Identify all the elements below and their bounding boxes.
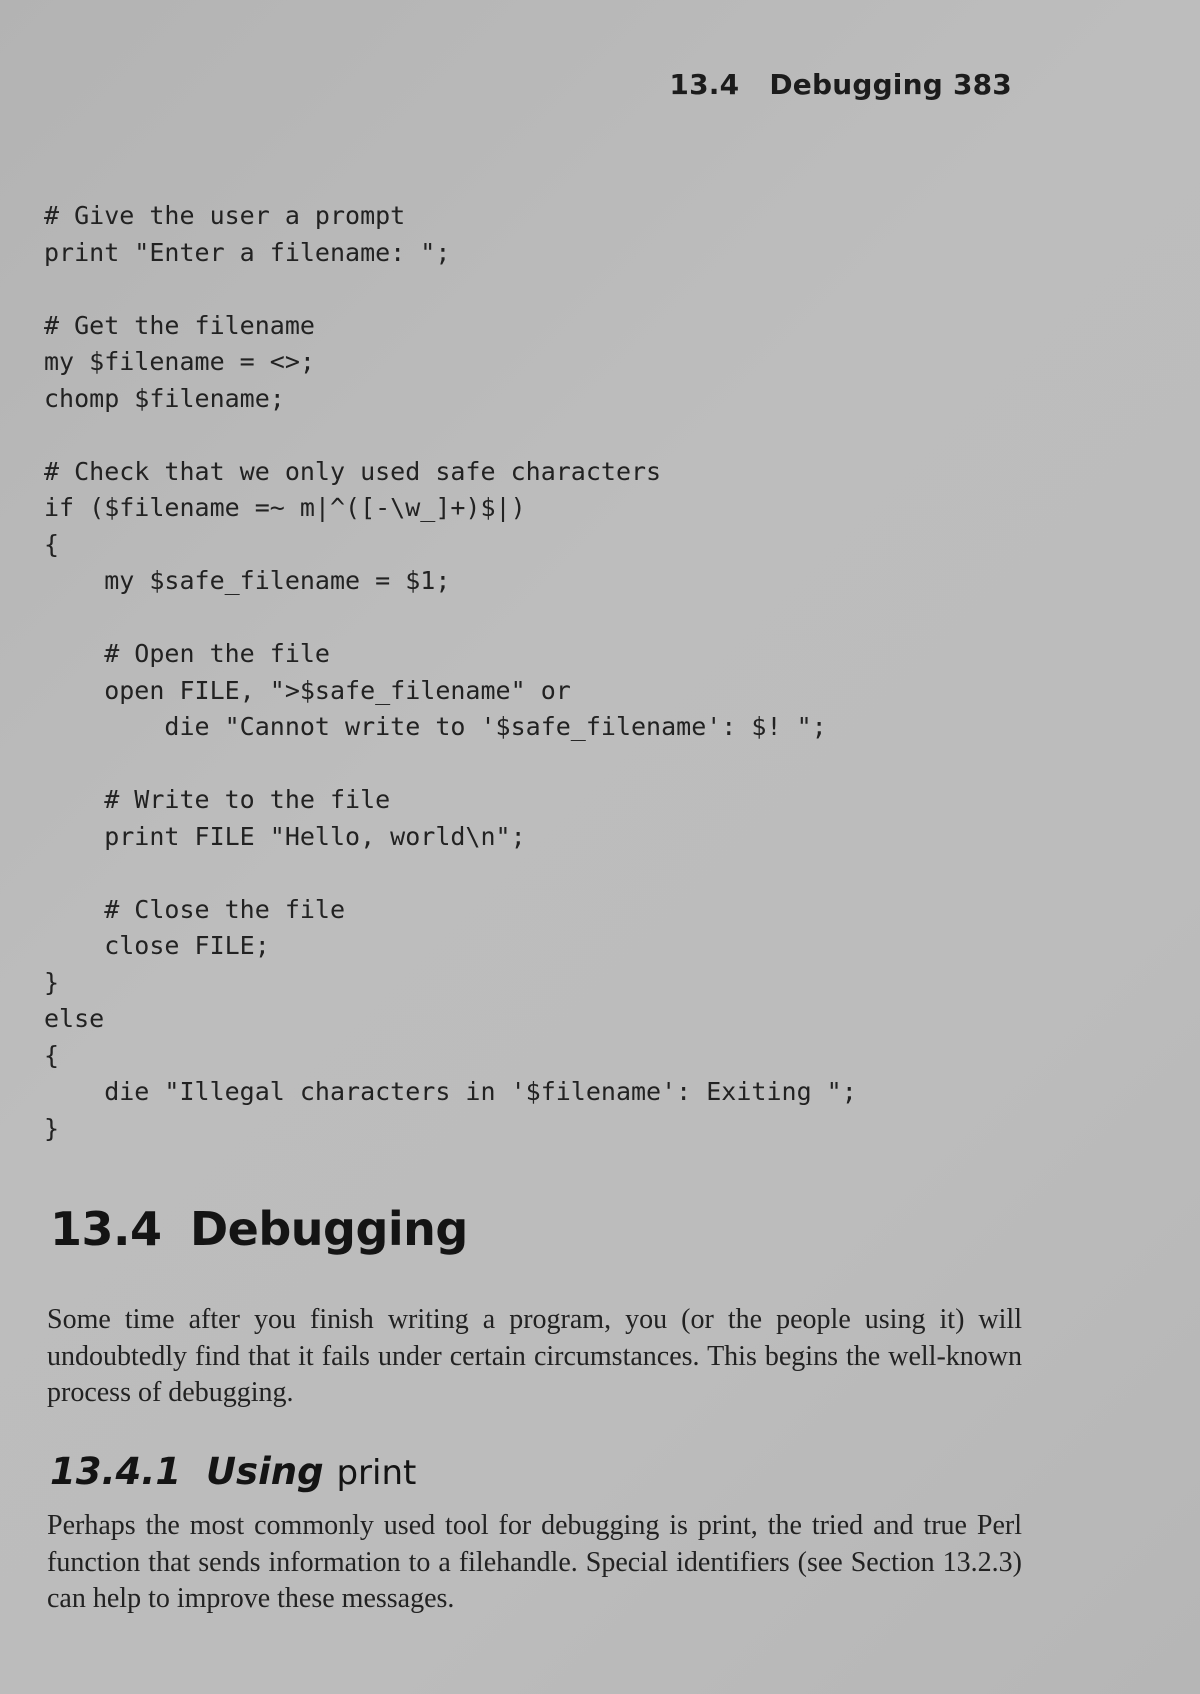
code-line: # Check that we only used safe characters <box>44 456 662 486</box>
code-line: } <box>44 1113 60 1143</box>
code-line: # Write to the file <box>44 785 391 814</box>
code-line <box>44 417 857 454</box>
code-line: # Get the filename <box>44 310 315 340</box>
subsection-heading <box>50 1450 416 1493</box>
code-line: print "Enter a filename: "; <box>44 237 451 267</box>
code-line: my $filename = <>; <box>44 347 315 376</box>
code-line: die "Illegal characters in '$filename': Exiting "; <box>44 1077 857 1106</box>
code-line: die "Cannot write to '$safe_filename': $! "; <box>44 712 827 741</box>
header-title: Debugging <box>769 68 943 101</box>
subsection-number: 13.4.1 <box>50 1450 182 1493</box>
code-line: { <box>44 529 60 559</box>
subsection-paragraph: Perhaps the most commonly used tool for debugging is print, the tried and true Perl function that sends information to a filehandle. Special identifiers (see Section 13.2.3) can help to improve these messages. <box>47 1510 1022 1614</box>
code-line: # Give the user a prompt <box>44 201 406 230</box>
code-line: # Open the file <box>44 639 330 668</box>
code-line: chomp $filename; <box>44 383 285 413</box>
code-line: my $safe_filename = $1; <box>44 566 451 595</box>
code-listing <box>44 198 857 1147</box>
subsection-title-code: print <box>336 1453 417 1493</box>
header-section-number: 13.4 <box>669 68 740 101</box>
page-number: 383 <box>952 68 1012 101</box>
code-line: close FILE; <box>44 931 270 960</box>
running-header <box>560 68 1012 101</box>
section-number: 13.4 <box>50 1202 162 1256</box>
code-line: # Close the file <box>44 894 346 924</box>
code-line: open FILE, ">$safe_filename" or <box>44 675 571 705</box>
code-line <box>44 746 857 783</box>
code-line <box>44 855 857 892</box>
code-line: if ($filename =~ m|^([-\w_]+)$|) <box>44 493 526 522</box>
section-title: Debugging <box>190 1202 468 1256</box>
code-line: else <box>44 1004 105 1033</box>
code-line <box>44 271 857 308</box>
code-line <box>44 600 857 637</box>
subsection-title-word: Using <box>206 1450 324 1493</box>
code-line: print FILE "Hello, world\n"; <box>44 821 526 851</box>
section-heading <box>50 1202 468 1256</box>
code-line: } <box>44 967 60 997</box>
code-line: { <box>44 1040 60 1070</box>
section-paragraph: Some time after you finish writing a program, you (or the people using it) will undoubtedly find that it fails under certain circumstances. This begins the well-known process of debugging. <box>47 1304 1022 1408</box>
